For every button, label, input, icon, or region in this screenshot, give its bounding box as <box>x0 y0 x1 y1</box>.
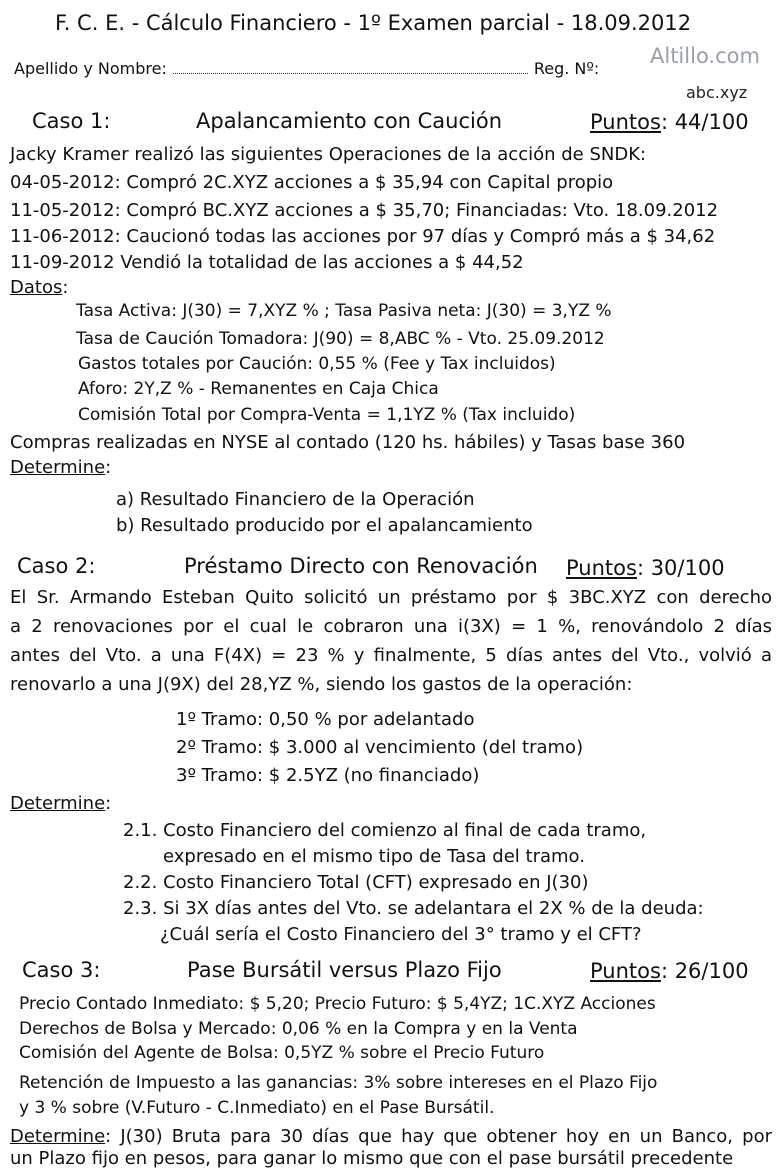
caso2-line: a 2 renovaciones por el cual le cobraron una i(3X) = 1 %, renovándolo 2 días <box>10 616 772 637</box>
caso2-label: Caso 2: <box>17 554 96 578</box>
caso2-determine: Determine: <box>10 793 112 814</box>
caso2-line: El Sr. Armando Esteban Quito solicitó un préstamo por $ 3BC.XYZ con derecho <box>10 587 772 608</box>
points-label: Puntos <box>566 556 637 580</box>
tramo-line: 2º Tramo: $ 3.000 al vencimiento (del tramo) <box>176 737 584 758</box>
points-value: : 30/100 <box>636 556 725 580</box>
dato-line: Tasa Activa: J(30) = 7,XYZ % ; Tasa Pasiva neta: J(30) = 3,YZ % <box>76 301 612 321</box>
tramo-line: 3º Tramo: $ 2.5YZ (no financiado) <box>176 765 480 786</box>
dato-line: Gastos totales por Caución: 0,55 % (Fee y Tax incluidos) <box>78 354 556 374</box>
caso2-paragraph <box>10 585 772 697</box>
caso3-line: Derechos de Bolsa y Mercado: 0,06 % en la Compra y en la Venta <box>19 1019 578 1039</box>
caso1-line: 11-05-2012: Compró BC.XYZ acciones a $ 35,70; Financiadas: Vto. 18.09.2012 <box>10 200 719 221</box>
caso3-determine-line: un Plazo fijo en pesos, para ganar lo mismo que con el pase bursátil precedente <box>10 1148 734 1169</box>
caso3-determine-paragraph <box>10 1126 772 1170</box>
caso2-item: expresado en el mismo tipo de Tasa del tramo. <box>163 846 585 867</box>
caso3-line: y 3 % sobre (V.Futuro - C.Inmediato) en el Pase Bursátil. <box>19 1098 495 1118</box>
caso3-determine-line: Determine: J(30) Bruta para 30 días que hay que obtener hoy en un Banco, por <box>10 1126 772 1147</box>
caso3-line: Retención de Impuesto a las ganancias: 3% sobre intereses en el Plazo Fijo <box>19 1073 658 1093</box>
caso2-title: Préstamo Directo con Renovación <box>184 554 538 578</box>
reg-label: Reg. Nº: <box>533 59 600 78</box>
caso2-points <box>566 557 725 579</box>
caso3-line: Comisión del Agente de Bolsa: 0,5YZ % sobre el Precio Futuro <box>19 1043 545 1063</box>
tramo-line: 1º Tramo: 0,50 % por adelantado <box>176 709 475 730</box>
datos-heading: Datos: <box>10 277 69 298</box>
name-label: Apellido y Nombre: <box>14 59 167 78</box>
watermark-logo: Altillo.com <box>650 44 760 68</box>
name-field-row <box>14 58 599 80</box>
caso1-line: 11-09-2012 Vendió la totalidad de las acciones a $ 44,52 <box>10 252 524 273</box>
caso1-line: 11-06-2012: Caucionó todas las acciones por 97 días y Compró más a $ 34,62 <box>10 226 716 247</box>
caso1-line: Jacky Kramer realizó las siguientes Operaciones de la acción de SNDK: <box>10 144 647 165</box>
dato-line: Comisión Total por Compra-Venta = 1,1YZ % (Tax incluido) <box>78 405 576 425</box>
caso2-item: 2.3. Si 3X días antes del Vto. se adelantara el 2X % de la deuda: <box>123 898 704 919</box>
caso2-item: ¿Cuál sería el Costo Financiero del 3° tramo y el CFT? <box>160 924 642 945</box>
caso3-line: Precio Contado Inmediato: $ 5,20; Precio Futuro: $ 5,4YZ; 1C.XYZ Acciones <box>19 994 656 1014</box>
caso2-item: 2.1. Costo Financiero del comienzo al final de cada tramo, <box>123 820 647 841</box>
caso2-item: 2.2. Costo Financiero Total (CFT) expresado en J(30) <box>123 872 589 893</box>
caso1-determine: Determine: <box>10 457 112 478</box>
caso1-item: b) Resultado producido por el apalancamiento <box>116 515 533 536</box>
caso2-line: renovarlo a una J(9X) del 28,YZ %, siendo los gastos de la operación: <box>10 674 633 695</box>
caso1-label: Caso 1: <box>32 109 111 133</box>
caso3-title: Pase Bursátil versus Plazo Fijo <box>187 958 502 982</box>
caso1-title: Apalancamiento con Caución <box>196 109 503 133</box>
name-blank-line <box>173 59 528 74</box>
caso1-points <box>590 111 749 133</box>
points-value: : 26/100 <box>660 959 749 983</box>
dato-line: Aforo: 2Y,Z % - Remanentes en Caja Chica <box>78 379 439 399</box>
points-value: : 44/100 <box>660 110 749 134</box>
points-label: Puntos <box>590 110 661 134</box>
exam-code: abc.xyz <box>686 83 748 102</box>
exam-title: F. C. E. - Cálculo Financiero - 1º Examen parcial - 18.09.2012 <box>55 11 692 35</box>
dato-line: Tasa de Caución Tomadora: J(90) = 8,ABC % - Vto. 25.09.2012 <box>76 329 605 349</box>
caso3-points <box>590 960 749 982</box>
caso2-line: antes del Vto. a una F(4X) = 23 % y finalmente, 5 días antes del Vto., volvió a <box>10 645 772 666</box>
caso1-item: a) Resultado Financiero de la Operación <box>116 489 475 510</box>
caso3-label: Caso 3: <box>22 958 101 982</box>
caso1-line: 04-05-2012: Compró 2C.XYZ acciones a $ 35,94 con Capital propio <box>10 172 614 193</box>
caso1-note: Compras realizadas en NYSE al contado (120 hs. hábiles) y Tasas base 360 <box>10 432 686 453</box>
points-label: Puntos <box>590 959 661 983</box>
